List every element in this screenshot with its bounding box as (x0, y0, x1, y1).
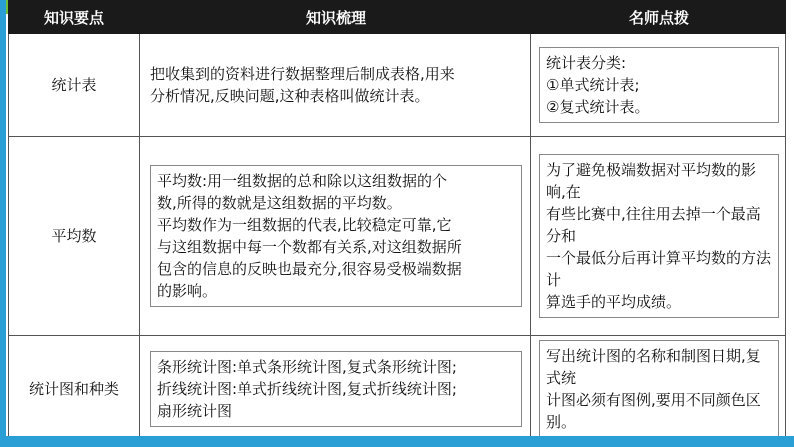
tip-cell (531, 34, 786, 137)
tip-line: 为了避免极端数据对平均数的影响,在 (546, 161, 757, 201)
header-topic: 知识要点 (9, 1, 140, 34)
tip-line: 有些比赛中,往往用去掉一个最高分和 (546, 205, 761, 245)
detail-cell (140, 137, 531, 336)
detail-line: 折线统计图:单式折线统计图,复式折线统计图; (157, 380, 457, 398)
table-row (9, 137, 786, 336)
detail-line: 把收集到的资料进行数据整理后制成表格,用来 (150, 65, 455, 83)
tip-line: 算选手的平均成绩。 (546, 293, 682, 311)
detail-box (150, 165, 522, 307)
tip-cell (531, 336, 786, 443)
tip-line: 写出统计图的名称和制图日期,复式统 (546, 347, 761, 387)
detail-line: 的影响。 (157, 282, 218, 300)
tip-line: ②复式统计表。 (546, 98, 650, 116)
tip-line: 一个最低分后再计算平均数的方法计 (546, 249, 772, 289)
tip-box (539, 340, 779, 438)
detail-line: 分析情况,反映问题,这种表格叫做统计表。 (150, 87, 430, 105)
table-header-row (9, 1, 786, 34)
bottom-accent-bar (0, 436, 794, 447)
table-row (9, 34, 786, 137)
detail-line: 扇形统计图 (157, 402, 233, 420)
detail-line: 包含的信息的反映也最充分,很容易受极端数据 (157, 260, 462, 278)
topic-cell: 统计表 (9, 34, 140, 137)
tip-line: ①单式统计表; (546, 76, 640, 94)
left-accent-bar (0, 0, 6, 447)
detail-cell (140, 336, 531, 443)
table-row (9, 336, 786, 443)
detail-line: 平均数:用一组数据的总和除以这组数据的个 (157, 172, 448, 190)
detail-box (150, 351, 522, 427)
topic-cell: 平均数 (9, 137, 140, 336)
tip-box (539, 154, 779, 318)
tip-line: 计图必须有图例,要用不同颜色区别。 (546, 391, 761, 431)
knowledge-table (8, 0, 786, 443)
detail-line: 平均数作为一组数据的代表,比较稳定可靠,它 (157, 216, 452, 234)
topic-cell: 统计图和种类 (9, 336, 140, 443)
detail-cell (140, 34, 531, 137)
detail-line: 与这组数据中每一个数都有关系,对这组数据所 (157, 238, 462, 256)
detail-line: 条形统计图:单式条形统计图,复式条形统计图; (157, 358, 457, 376)
header-detail: 知识梳理 (140, 1, 531, 34)
header-tip: 名师点拨 (531, 1, 786, 34)
tip-cell (531, 137, 786, 336)
tip-line: 统计表分类: (546, 54, 627, 72)
tip-box (539, 47, 779, 123)
detail-line: 数,所得的数就是这组数据的平均数。 (157, 194, 402, 212)
